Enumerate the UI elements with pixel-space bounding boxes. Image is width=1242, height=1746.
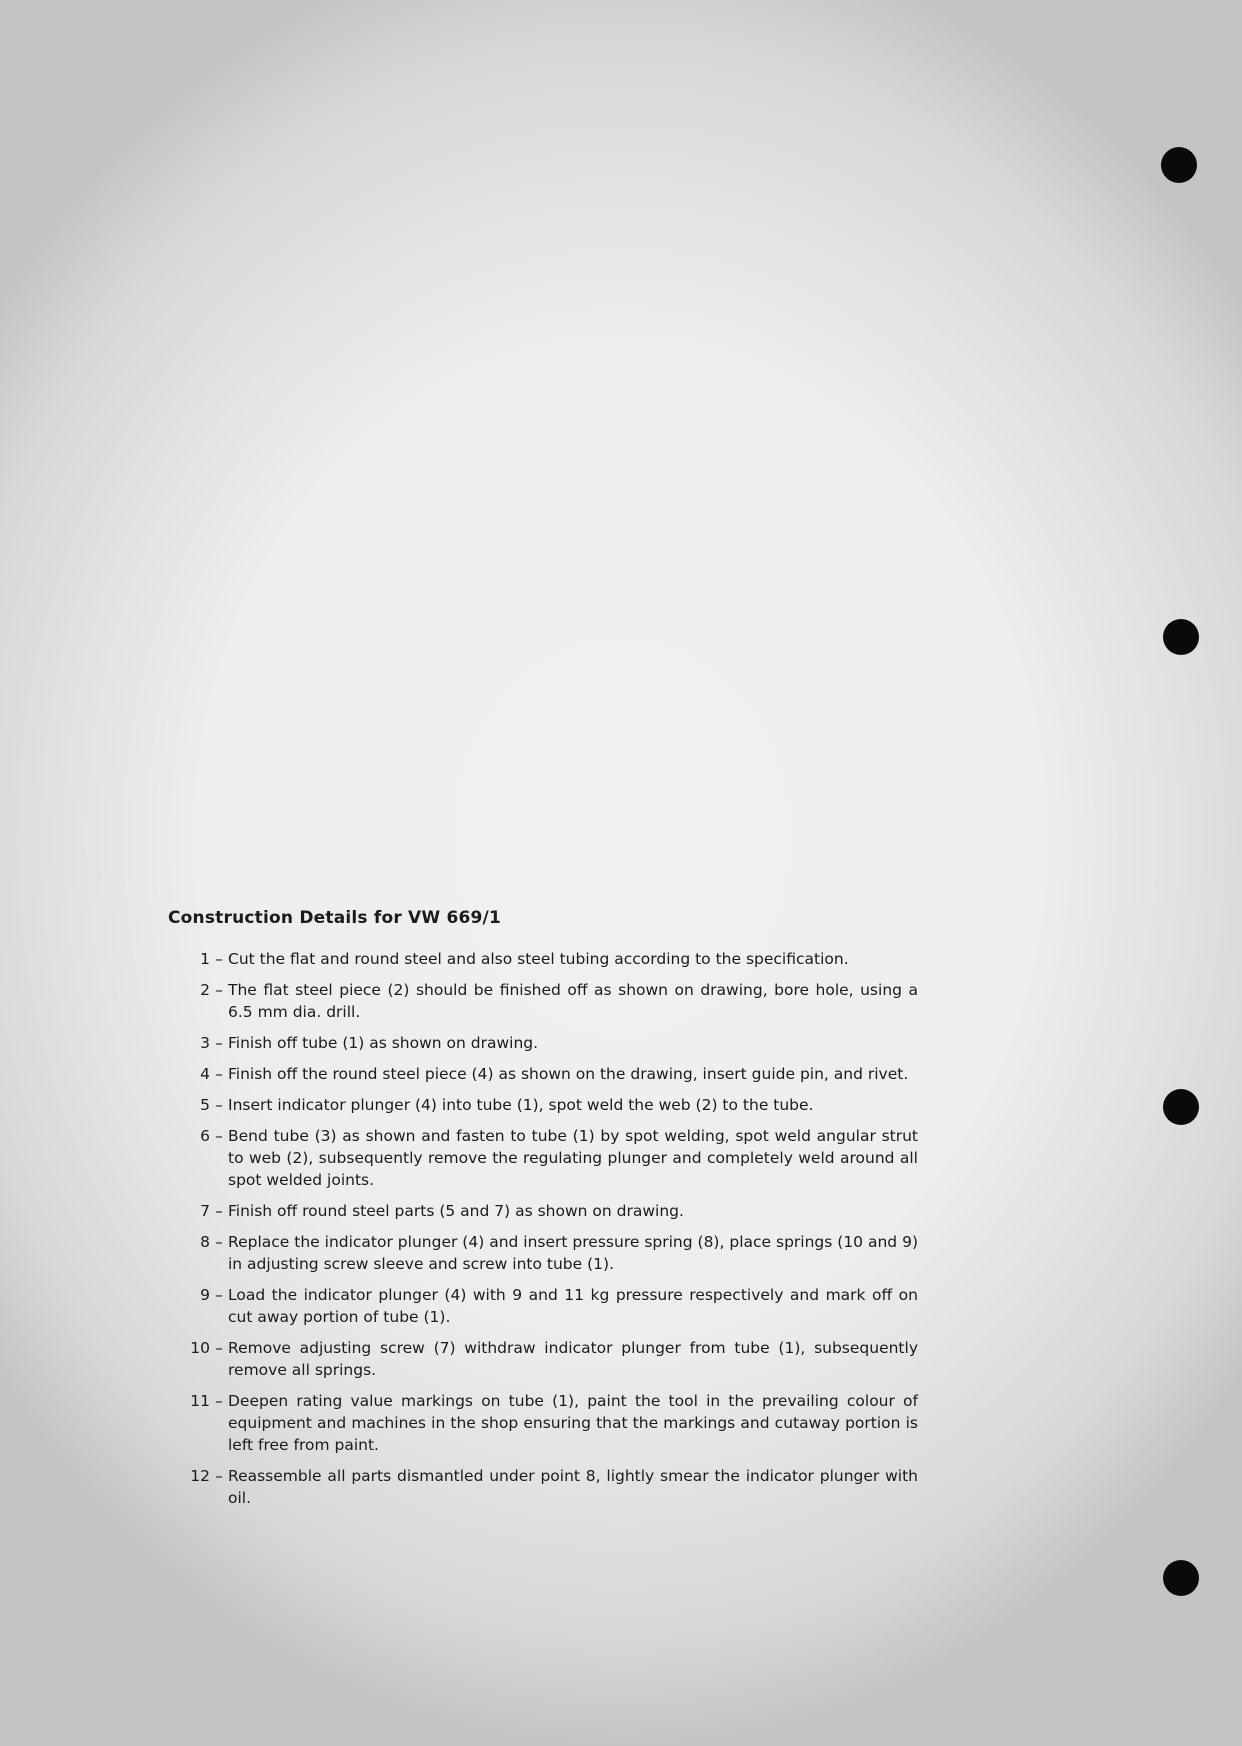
punch-hole	[1163, 1560, 1199, 1596]
step-number: 8	[200, 1233, 210, 1251]
step-item	[168, 1337, 918, 1381]
step-text: Insert indicator plunger (4) into tube (1), spot weld the web (2) to the tube.	[228, 1096, 814, 1114]
step-dash: –	[215, 1467, 223, 1485]
step-text: The flat steel piece (2) should be finished off as shown on drawing, bore hole, using a 6.5 mm dia. drill.	[228, 981, 918, 1021]
step-item	[168, 1390, 918, 1456]
step-item	[168, 1200, 918, 1222]
document-body	[168, 908, 918, 1518]
step-dash: –	[215, 1233, 223, 1251]
step-item	[168, 1094, 918, 1116]
step-number: 6	[200, 1127, 210, 1145]
step-dash: –	[215, 1127, 223, 1145]
step-number: 3	[200, 1034, 210, 1052]
step-number: 5	[200, 1096, 210, 1114]
step-dash: –	[215, 1065, 223, 1083]
step-text: Finish off tube (1) as shown on drawing.	[228, 1034, 539, 1052]
step-dash: –	[215, 981, 223, 999]
step-dash: –	[215, 1339, 223, 1357]
punch-hole	[1161, 147, 1197, 183]
punch-hole	[1163, 1089, 1199, 1125]
step-text: Reassemble all parts dismantled under point 8, lightly smear the indicator plunger with oil.	[228, 1467, 918, 1507]
step-dash: –	[215, 1202, 223, 1220]
step-item	[168, 1465, 918, 1509]
step-dash: –	[215, 1034, 223, 1052]
step-number: 12	[190, 1467, 210, 1485]
step-text: Cut the flat and round steel and also steel tubing according to the specification.	[228, 950, 849, 968]
punch-hole	[1163, 619, 1199, 655]
step-number: 4	[200, 1065, 210, 1083]
step-number: 11	[190, 1392, 210, 1410]
step-dash: –	[215, 1392, 223, 1410]
step-dash: –	[215, 1286, 223, 1304]
step-item	[168, 1284, 918, 1328]
step-item	[168, 948, 918, 970]
document-title: Construction Details for VW 669/1	[168, 908, 501, 928]
step-item	[168, 1032, 918, 1054]
steps-list	[168, 948, 918, 1509]
step-dash: –	[215, 950, 223, 968]
step-number: 9	[200, 1286, 210, 1304]
step-text: Remove adjusting screw (7) withdraw indicator plunger from tube (1), subsequently remove all springs.	[228, 1339, 918, 1379]
step-text: Finish off the round steel piece (4) as shown on the drawing, insert guide pin, and rivet.	[228, 1065, 909, 1083]
step-number: 7	[200, 1202, 210, 1220]
step-item	[168, 1231, 918, 1275]
step-number: 10	[190, 1339, 210, 1357]
step-text: Finish off round steel parts (5 and 7) as shown on drawing.	[228, 1202, 684, 1220]
step-item	[168, 979, 918, 1023]
step-text: Bend tube (3) as shown and fasten to tube (1) by spot welding, spot weld angular strut to web (2), subsequently remove the regulating plunger and completely weld around all spot welded joints.	[228, 1127, 918, 1189]
step-dash: –	[215, 1096, 223, 1114]
step-number: 1	[200, 950, 210, 968]
step-text: Load the indicator plunger (4) with 9 and 11 kg pressure respectively and mark off on cut away portion of tube (1).	[228, 1286, 918, 1326]
step-text: Deepen rating value markings on tube (1), paint the tool in the prevailing colour of equipment and machines in the shop ensuring that the markings and cutaway portion is left free from paint.	[228, 1392, 918, 1454]
step-number: 2	[200, 981, 210, 999]
step-text: Replace the indicator plunger (4) and insert pressure spring (8), place springs (10 and 9) in adjusting screw sleeve and screw into tube (1).	[228, 1233, 918, 1273]
step-item	[168, 1125, 918, 1191]
step-item	[168, 1063, 918, 1085]
